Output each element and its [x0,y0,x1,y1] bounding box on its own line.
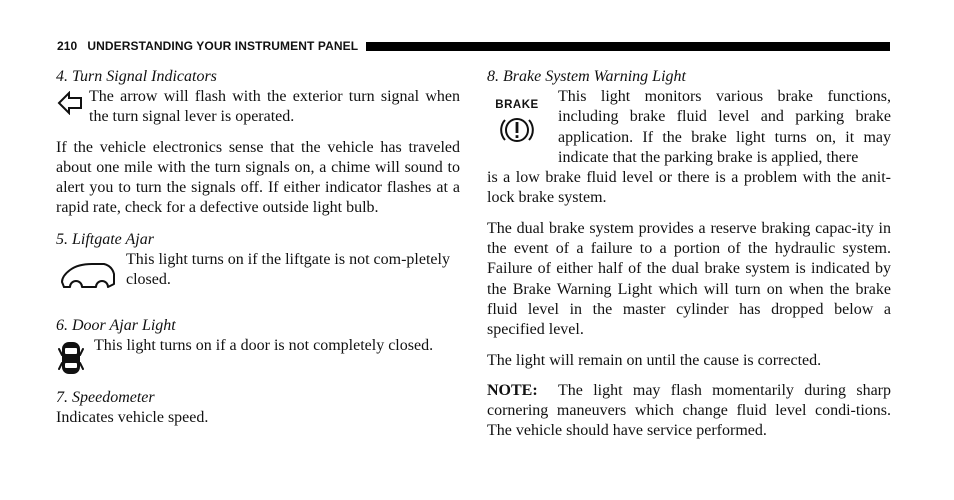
header-rule [366,42,890,51]
speedometer-text: Indicates vehicle speed. [56,408,209,426]
dual-brake-paragraph: The dual brake system provides a reserve braking capac-ity in the event of a failure to a portion of the hydraulic system. Failure of either half of the dual brake system is indicated by the Brake Warning Light which will turn on when the brake fluid level in the master cylinder has dropped below a specified level. [487,219,891,339]
turn-signal-arrow-icon [56,91,84,115]
liftgate-text: This light turns on if the liftgate is not com-pletely closed. [126,250,450,289]
brake-item [487,87,891,168]
speedometer-heading: 7. Speedometer [56,388,155,406]
brake-heading: 8. Brake System Warning Light [487,68,686,85]
brake-text-continued: is a low brake fluid level or there is a problem with the anit-lock brake system. [487,169,891,207]
liftgate-heading: 5. Liftgate Ajar [56,230,154,248]
liftgate-item [56,250,460,294]
door-ajar-text: This light turns on if a door is not completely closed. [94,336,434,354]
right-column [487,66,891,442]
brake-icon-label: BRAKE [495,99,539,111]
door-ajar-icon [56,338,86,378]
left-column [56,66,460,428]
brake-warning-icon [487,99,547,159]
remain-on-paragraph: The light will remain on until the cause is corrected. [487,351,822,369]
section-title: UNDERSTANDING YOUR INSTRUMENT PANEL [87,39,359,53]
turn-signal-item [56,87,460,128]
note-text: The light may flash momentarily during sharp cornering maneuvers which change fluid level condi-tions. The vehicle should have service performed. [487,381,891,440]
door-ajar-heading: 6. Door Ajar Light [56,316,176,334]
turn-signal-text: The arrow will flash with the exterior turn signal when the turn signal lever is operated. [89,88,460,126]
liftgate-ajar-icon [56,254,120,294]
turn-signal-paragraph: If the vehicle electronics sense that the vehicle has traveled about one mile with the turn signals on, a chime will sound to alert you to turn the signals off. If either indicator flashes at a rapid rate, check for a defective outside light bulb. [56,138,460,217]
note-paragraph [487,381,891,442]
note-label: NOTE: [487,381,538,399]
brake-text-beside: This light monitors various brake functions, including brake fluid level and parking brake application. If the brake light turns on, it may indicate that the parking brake is applied, there [558,88,891,166]
page-number: 210 [57,39,78,53]
page-header [57,38,890,54]
turn-signal-heading: 4. Turn Signal Indicators [56,68,217,85]
door-ajar-item [56,336,460,378]
